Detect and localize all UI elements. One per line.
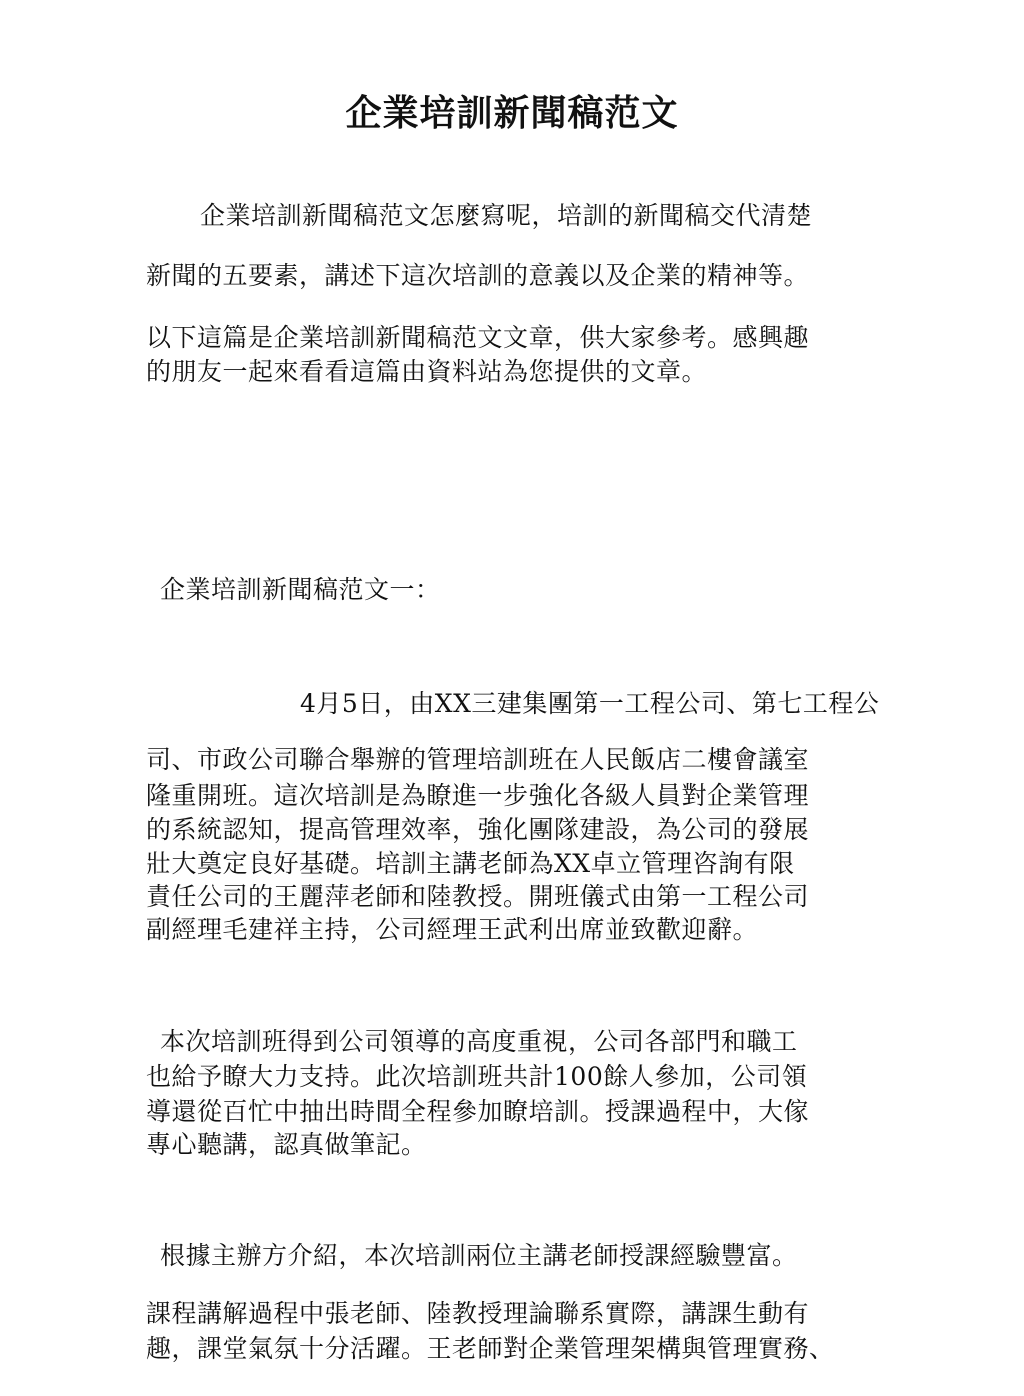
intro-line: 以下這篇是企業培訓新聞稿范文文章，供大家參考。感興趣 — [146, 323, 810, 352]
paragraph-line: 壯大奠定良好基礎。培訓主講老師為XX卓立管理咨詢有限 — [146, 849, 795, 878]
paragraph-line: 本次培訓班得到公司領導的高度重視，公司各部門和職工 — [160, 1027, 798, 1056]
paragraph-line: 專心聽講，認真做筆記。 — [146, 1130, 427, 1159]
paragraph-line: 也給予瞭大力支持。此次培訓班共計100餘人參加，公司領 — [146, 1062, 808, 1091]
paragraph-line: 課程講解過程中張老師、陸教授理論聯系實際，講課生動有 — [146, 1299, 810, 1328]
intro-line: 新聞的五要素，講述下這次培訓的意義以及企業的精神等。 — [146, 261, 810, 290]
paragraph-line: 導還從百忙中抽出時間全程參加瞭培訓。授課過程中，大傢 — [146, 1097, 810, 1126]
paragraph-line: 副經理毛建祥主持，公司經理王武利出席並致歡迎辭。 — [146, 915, 759, 944]
paragraph-line: 隆重開班。這次培訓是為瞭進一步強化各級人員對企業管理 — [146, 781, 810, 810]
paragraph-line: 責任公司的王麗萍老師和陸教授。開班儀式由第一工程公司 — [146, 882, 810, 911]
intro-line: 企業培訓新聞稿范文怎麼寫呢，培訓的新聞稿交代清楚 — [200, 201, 813, 230]
paragraph-line: 司、市政公司聯合舉辦的管理培訓班在人民飯店二樓會議室 — [146, 745, 810, 774]
section-heading: 企業培訓新聞稿范文一： — [160, 575, 441, 604]
document-title: 企業培訓新聞稿范文 — [345, 93, 679, 134]
paragraph-line: 的系統認知，提高管理效率，強化團隊建設，為公司的發展 — [146, 815, 810, 844]
paragraph-line: 4月5日，由XX三建集團第一工程公司、第七工程公 — [300, 689, 880, 718]
intro-line: 的朋友一起來看看這篇由資料站為您提供的文章。 — [146, 357, 708, 386]
paragraph-line: 趣，課堂氣氛十分活躍。王老師對企業管理架構與管理實務、 — [146, 1334, 835, 1363]
paragraph-line: 根據主辦方介紹，本次培訓兩位主講老師授課經驗豐富。 — [160, 1241, 798, 1270]
